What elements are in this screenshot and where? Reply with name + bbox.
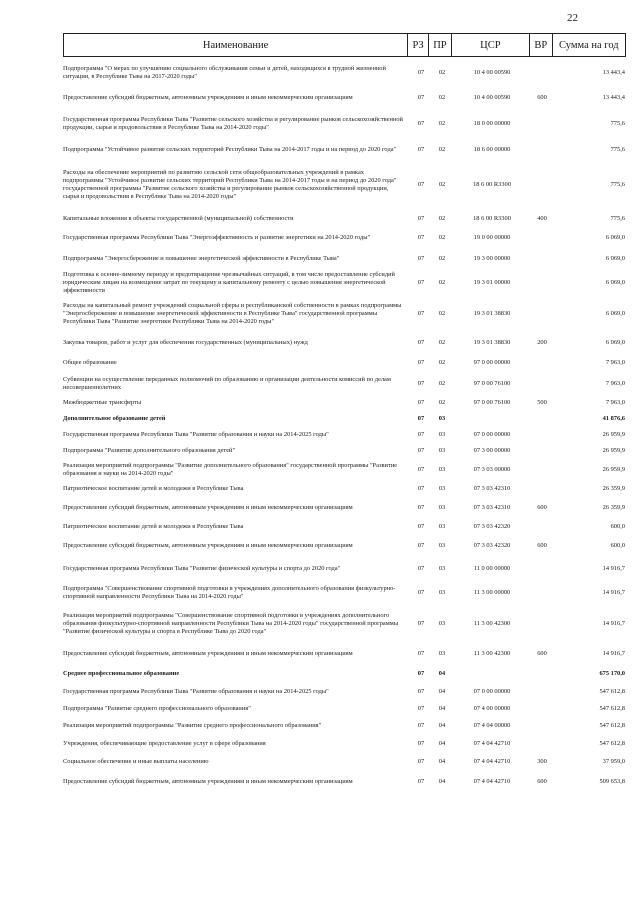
cell-sum: 26 359,9 (602, 504, 625, 511)
cell-csr: 07 3 03 42310 (473, 504, 511, 511)
cell-name: Предоставление субсидий бюджетным, автономным учреждениям и иным некоммерческим организациям (63, 94, 353, 101)
cell-sum: 13 443,4 (602, 68, 625, 76)
cell-name: Подпрограмма "Устойчивое развитие сельских территорий Республики Тыва на 2014-2017 годы и на период до 2020 года" (63, 146, 397, 153)
cell-rz: 07 (417, 650, 425, 657)
table-row (63, 411, 626, 427)
cell-sum: 6 069,0 (605, 234, 625, 241)
cell-pr: 02 (438, 94, 446, 101)
cell-name: Государственная программа Республики Тыва "Развитие образования и науки на 2014-2025 годы" (63, 431, 329, 438)
cell-rz: 07 (417, 431, 425, 438)
cell-sum: 26 359,9 (602, 485, 625, 492)
cell-csr: 07 3 03 42320 (473, 523, 511, 530)
cell-pr: 04 (438, 722, 446, 729)
cell-name: Межбюджетные трансферты (63, 399, 142, 406)
table-row (63, 333, 626, 353)
cell-pr: 03 (438, 431, 446, 438)
cell-csr: 07 3 00 00000 (473, 447, 511, 454)
cell-name: Субвенции на осуществление переданных полномочий по образованию и организации деятельности комиссий по делам несовершеннолетних (63, 376, 391, 391)
cell-csr: 07 3 03 00000 (473, 466, 511, 473)
table-row (63, 443, 626, 459)
cell-sum: 775,6 (610, 214, 625, 222)
cell-name: Социальное обеспечение и иные выплаты населению (63, 758, 209, 765)
cell-name: Государственная программа Республики Тыва "Развитие образования и науки на 2014-2025 годы" (63, 688, 329, 695)
cell-vr: 600 (537, 504, 547, 511)
header-vr: ВР (529, 34, 552, 57)
cell-name: Общее образование (63, 359, 117, 366)
cell-csr: 97 0 00 00000 (473, 359, 511, 366)
cell-pr: 03 (438, 589, 446, 596)
cell-sum: 26 959,9 (602, 431, 625, 438)
table-row (63, 58, 626, 87)
cell-name: Реализация мероприятий подпрограммы "Развитие среднего профессионального образования" (63, 722, 322, 729)
cell-sum: 775,6 (610, 181, 625, 188)
cell-vr: 600 (537, 650, 547, 657)
table-row (63, 605, 626, 643)
cell-vr: 500 (537, 399, 547, 406)
table-row (63, 771, 626, 792)
cell-csr: 19 3 01 38830 (473, 310, 511, 317)
cell-rz: 07 (417, 359, 425, 366)
cell-rz: 07 (417, 722, 425, 729)
cell-rz: 07 (417, 705, 425, 712)
cell-sum: 6 069,0 (605, 310, 625, 317)
cell-pr: 03 (438, 620, 446, 627)
cell-rz: 07 (417, 399, 425, 406)
cell-rz: 07 (417, 310, 425, 317)
table-body (63, 58, 626, 792)
cell-sum: 6 069,0 (605, 339, 625, 346)
cell-pr: 04 (438, 688, 446, 695)
cell-pr: 04 (438, 670, 446, 677)
cell-vr: 600 (537, 777, 547, 785)
cell-pr: 03 (438, 466, 446, 473)
cell-rz: 07 (417, 777, 425, 785)
cell-csr: 18 6 00 R3300 (473, 181, 511, 188)
cell-csr: 10 4 00 00590 (473, 94, 511, 101)
cell-pr: 04 (438, 705, 446, 712)
header-rz: РЗ (408, 34, 429, 57)
cell-rz: 07 (417, 120, 425, 127)
cell-csr: 11 3 00 42300 (473, 620, 511, 627)
cell-csr: 07 4 04 42710 (473, 758, 511, 765)
cell-rz: 07 (417, 504, 425, 511)
table-row (63, 643, 626, 665)
cell-sum: 26 959,9 (602, 447, 625, 454)
cell-name: Подготовка к осенне-зимнему периоду и предотвращение чрезвычайных ситуаций, в том числе предоставление субсидий юридическим лицам на возмещение затрат по текущему и капитальному ремонту с целью повышения энергетической эффективности (63, 270, 395, 294)
cell-sum: 547 612,8 (599, 688, 625, 695)
cell-name: Предоставление субсидий бюджетным, автономным учреждениям и иным некоммерческим организациям (63, 542, 353, 549)
cell-csr: 10 4 00 00590 (473, 68, 511, 76)
table-row (63, 535, 626, 557)
cell-pr: 02 (438, 214, 446, 222)
cell-csr: 07 0 00 00000 (473, 431, 511, 438)
cell-sum: 509 653,8 (599, 777, 625, 785)
cell-csr: 19 3 01 00000 (473, 278, 511, 286)
cell-vr: 400 (537, 214, 547, 222)
table-row (63, 735, 626, 753)
cell-name: Подпрограмма "Развитие среднего профессионального образования" (63, 705, 251, 712)
header-pr: ПР (429, 34, 452, 57)
cell-sum: 41 876,6 (602, 415, 625, 422)
header-name: Наименование (64, 34, 408, 57)
cell-sum: 7 963,0 (605, 359, 625, 366)
table-row (63, 701, 626, 717)
cell-pr: 02 (438, 380, 446, 387)
table-row (63, 353, 626, 373)
cell-pr: 02 (438, 399, 446, 406)
cell-vr: 600 (537, 94, 547, 101)
cell-pr: 02 (438, 278, 446, 286)
cell-pr: 03 (438, 447, 446, 454)
cell-rz: 07 (417, 466, 425, 473)
cell-pr: 02 (438, 310, 446, 317)
cell-sum: 14 916,7 (602, 620, 625, 627)
cell-rz: 07 (417, 740, 425, 747)
cell-rz: 07 (417, 485, 425, 492)
cell-sum: 14 916,7 (602, 589, 625, 596)
cell-name: Подпрограмма "О мерах по улучшению социального обслуживания семьи и детей, находящихся в трудной жизненной ситуации, в Республике Тыва на 2017-2020 годы" (63, 64, 386, 80)
cell-csr: 11 3 00 42300 (473, 650, 511, 657)
cell-pr: 03 (438, 485, 446, 492)
cell-pr: 02 (438, 255, 446, 262)
cell-rz: 07 (417, 68, 425, 76)
cell-csr: 07 4 04 42710 (473, 740, 511, 747)
cell-pr: 03 (438, 565, 446, 572)
cell-sum: 37 959,0 (602, 758, 625, 765)
table-row (63, 753, 626, 771)
cell-pr: 03 (438, 523, 446, 530)
cell-pr: 02 (438, 146, 446, 153)
cell-csr: 07 4 00 00000 (473, 705, 511, 712)
cell-csr: 97 0 00 76100 (473, 399, 511, 406)
table-row (63, 665, 626, 683)
cell-sum: 6 069,0 (605, 255, 625, 262)
cell-sum: 14 916,7 (602, 650, 625, 657)
table-row (63, 497, 626, 519)
cell-sum: 600,0 (610, 523, 625, 530)
cell-name: Предоставление субсидий бюджетным, автономным учреждениям и иным некоммерческим организациям (63, 777, 353, 785)
cell-name: Подпрограмма "Энергосбережение и повышение энергетической эффективности в Республике Тыва" (63, 255, 340, 262)
cell-csr: 19 0 00 00000 (473, 234, 511, 241)
cell-pr: 02 (438, 120, 446, 127)
header-csr: ЦСР (451, 34, 529, 57)
cell-pr: 03 (438, 542, 446, 549)
cell-rz: 07 (417, 688, 425, 695)
table-row (63, 395, 626, 411)
cell-vr: 300 (537, 758, 547, 765)
cell-csr: 07 4 04 00000 (473, 722, 511, 729)
table-row (63, 481, 626, 497)
cell-rz: 07 (417, 94, 425, 101)
cell-sum: 7 963,0 (605, 399, 625, 406)
table-row (63, 228, 626, 248)
cell-name: Реализация мероприятий подпрограммы "Совершенствование спортивной подготовки в учреждениях дополнительного образования физкультурно-спортивной направленности Республики Тыва на 2014-2020 годы" государственной программы "Развитие физической культуры и спорта в Республике Тыва до 2020 года" (63, 612, 399, 635)
cell-rz: 07 (417, 234, 425, 241)
table-row (63, 557, 626, 581)
cell-pr: 02 (438, 339, 446, 346)
table-row (63, 270, 626, 295)
cell-sum: 547 612,8 (599, 740, 625, 747)
cell-rz: 07 (417, 278, 425, 286)
cell-name: Закупка товаров, работ и услуг для обеспечения государственных (муниципальных) нужд (63, 339, 308, 346)
cell-sum: 775,6 (610, 120, 625, 127)
cell-rz: 07 (417, 339, 425, 346)
table-row (63, 295, 626, 333)
cell-csr: 18 6 00 00000 (473, 146, 511, 153)
cell-csr: 07 4 04 42710 (473, 777, 511, 785)
cell-sum: 14 916,7 (602, 565, 625, 572)
cell-name: Реализация мероприятий подпрограммы "Развитие дополнительного образования" государственной программы "Развитие образования и науки на 2014-2020 годы" (63, 462, 397, 477)
cell-rz: 07 (417, 758, 425, 765)
cell-pr: 02 (438, 181, 446, 188)
cell-name: Подпрограмма "Совершенствование спортивной подготовки в учреждениях дополнительного образования физкультурно-спортивной направленности Республики Тыва на 2014-2020 годы" (63, 585, 396, 600)
cell-sum: 13 443,4 (602, 94, 625, 101)
cell-csr: 19 3 01 38830 (473, 339, 511, 346)
table-row (63, 139, 626, 161)
table-row (63, 161, 626, 209)
cell-csr: 18 6 00 R3300 (473, 214, 511, 222)
cell-sum: 547 612,8 (599, 705, 625, 712)
cell-name: Среднее профессиональное образование (63, 670, 180, 677)
cell-csr: 19 3 00 00000 (473, 255, 511, 262)
cell-name: Подпрограмма "Развитие дополнительного образования детей" (63, 447, 236, 454)
cell-csr: 18 0 00 00000 (473, 120, 511, 127)
cell-pr: 03 (438, 650, 446, 657)
cell-csr: 11 0 00 00000 (473, 565, 511, 572)
cell-name: Учреждения, обеспечивающие предоставление услуг в сфере образования (63, 740, 266, 747)
table-header (63, 33, 626, 57)
cell-rz: 07 (417, 181, 425, 188)
cell-rz: 07 (417, 146, 425, 153)
cell-sum: 675 170,0 (599, 670, 625, 677)
cell-name: Государственная программа Республики Тыва "Развитие физической культуры и спорта до 2020 года" (63, 565, 341, 572)
table-row (63, 459, 626, 481)
cell-rz: 07 (417, 589, 425, 596)
cell-sum: 6 069,0 (605, 278, 625, 286)
cell-rz: 07 (417, 214, 425, 222)
cell-name: Капитальные вложения в объекты государственной (муниципальной) собственности (63, 214, 294, 222)
cell-vr: 600 (537, 542, 547, 549)
cell-name: Государственная программа Республики Тыва "Энергоэффективность и развитие энергетики на 2014-2020 годы" (63, 234, 371, 241)
cell-name: Патриотическое воспитание детей и молодежи в Республике Тыва (63, 523, 244, 530)
cell-sum: 26 959,9 (602, 466, 625, 473)
cell-pr: 03 (438, 415, 446, 422)
cell-rz: 07 (417, 620, 425, 627)
cell-name: Государственная программа Республики Тыва "Развитие сельского хозяйства и регулирование рынков сельскохозяйственной продукции, сырья и продовольствия в Республике Тыва на 2014-2020 годы" (63, 116, 403, 131)
cell-pr: 04 (438, 740, 446, 747)
cell-rz: 07 (417, 542, 425, 549)
cell-name: Предоставление субсидий бюджетным, автономным учреждениям и иным некоммерческим организациям (63, 504, 353, 511)
cell-name: Предоставление субсидий бюджетным, автономным учреждениям и иным некоммерческим организациям (63, 650, 353, 657)
cell-sum: 547 612,8 (599, 722, 625, 729)
cell-rz: 07 (417, 670, 425, 677)
table-row (63, 373, 626, 395)
cell-sum: 600,0 (610, 542, 625, 549)
cell-csr: 07 0 00 00000 (473, 688, 511, 695)
cell-csr: 11 3 00 00000 (473, 589, 511, 596)
table-row (63, 717, 626, 735)
cell-name: Расходы на капитальный ремонт учреждений социальной сферы и республиканской собственности в рамках подпрограммы "Энергосбережение и повышение энергетической эффективности в Республике Тыва" государственной программы Республики Тыва "Развитие энергетики Республики Тыва на 2014-2020 годы" (63, 302, 402, 325)
cell-pr: 04 (438, 777, 446, 785)
header-sum: Сумма на год (552, 34, 625, 57)
cell-csr: 07 3 03 42320 (473, 542, 511, 549)
cell-sum: 7 963,0 (605, 380, 625, 387)
cell-pr: 02 (438, 234, 446, 241)
cell-name: Патриотическое воспитание детей и молодежи в Республике Тыва (63, 485, 244, 492)
table-row (63, 248, 626, 270)
cell-pr: 04 (438, 758, 446, 765)
cell-rz: 07 (417, 415, 425, 422)
cell-csr: 07 3 03 42310 (473, 485, 511, 492)
cell-pr: 03 (438, 504, 446, 511)
cell-pr: 02 (438, 359, 446, 366)
table-row (63, 87, 626, 109)
cell-rz: 07 (417, 523, 425, 530)
table-row (63, 519, 626, 535)
cell-rz: 07 (417, 565, 425, 572)
cell-rz: 07 (417, 380, 425, 387)
cell-pr: 02 (438, 68, 446, 76)
cell-name: Расходы на обеспечение мероприятий по развитию сельской сети общеобразовательных учреждений в рамках подпрограммы "Устойчивое развитие сельских территорий Республики Тыва на 2014-2017 годы и на период до 2020 года" государственной программы "Развитие сельского хозяйства и регулирование рынков сельскохозяйственной продукции, сырья и продовольствия в Республике Тыва на 2014-2020 годы" (63, 169, 397, 200)
cell-vr: 200 (537, 339, 547, 346)
table-row (63, 209, 626, 228)
cell-name: Дополнительное образование детей (63, 415, 166, 422)
cell-sum: 775,6 (610, 146, 625, 153)
table-row (63, 683, 626, 701)
table-row (63, 427, 626, 443)
table-row (63, 109, 626, 139)
cell-rz: 07 (417, 255, 425, 262)
cell-rz: 07 (417, 447, 425, 454)
cell-csr: 97 0 00 76100 (473, 380, 511, 387)
table-row (63, 581, 626, 605)
page-number: 22 (567, 12, 578, 24)
